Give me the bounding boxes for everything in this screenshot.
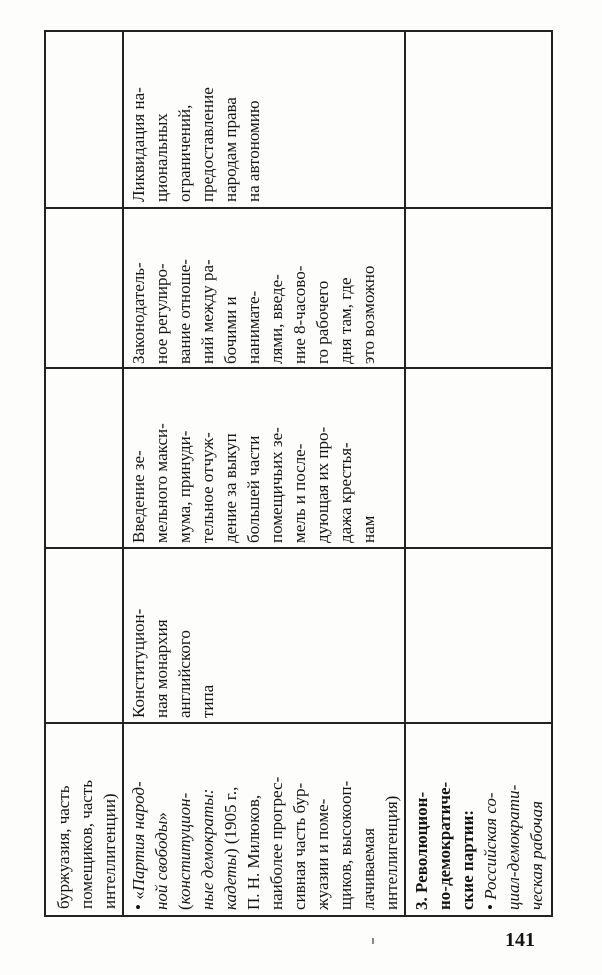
text-line: го рабочего: [313, 280, 332, 364]
table-border-right: [551, 30, 553, 917]
text-line: предоставление: [198, 87, 217, 202]
text-line: Введение зе-: [129, 450, 148, 543]
text-line: типа: [198, 684, 217, 718]
text-line: интеллигенции): [100, 793, 119, 909]
text-line: большей части: [244, 435, 263, 543]
text-line: Законодатель-: [129, 262, 148, 364]
text-line: дение за выкуп: [221, 433, 240, 543]
cell-labor-cadets: [124, 209, 404, 367]
text-line: Конституцион-: [129, 608, 148, 718]
text-line: • «Партия народ-: [129, 781, 148, 910]
text-line: щиков, высокооп-: [336, 780, 355, 910]
text-line: вание отноше-: [175, 259, 194, 364]
text-line: на автономию: [244, 100, 263, 202]
text-line: бочими и: [221, 296, 240, 364]
text-line: нанимате-: [244, 290, 263, 364]
text-line: дующая их про-: [313, 426, 332, 543]
text-line: интеллигенция): [382, 795, 401, 910]
table-border-bottom: [44, 915, 553, 917]
text-line: ний между ра-: [198, 259, 217, 364]
text-line: П. Н. Милюков,: [244, 794, 263, 910]
cell-party-continuation: [46, 724, 122, 915]
print-speck: [372, 938, 374, 944]
text-line: мель и после-: [290, 443, 309, 543]
text-line: циональных: [152, 113, 171, 202]
text-line: ная монархия: [152, 619, 171, 718]
text-line: мума, принуди-: [175, 430, 194, 543]
text-line: • Российская со-: [481, 792, 500, 910]
text-line: ческая рабочая: [527, 800, 546, 910]
text-line: тельное отчуж-: [198, 432, 217, 543]
section-heading: 3. Революцион-: [412, 791, 431, 910]
text-line: дажа крестья-: [336, 442, 355, 543]
text-line: это возможно: [359, 265, 378, 364]
text-line: ограничений,: [175, 104, 194, 202]
text-line: нам: [359, 515, 378, 543]
section-heading: ские партии:: [458, 809, 477, 910]
text-line: мельного макси-: [152, 423, 171, 543]
text-line: ние 8-часово-: [290, 265, 309, 364]
text-line: дня там, где: [336, 277, 355, 364]
text-line: помещиков, часть: [77, 779, 96, 909]
text-line: (конституцион-: [175, 792, 194, 910]
text-line: жуазии и поме-: [313, 798, 332, 910]
text-line: лями, введе-: [267, 274, 286, 364]
cell-agrarian-cadets: [124, 369, 404, 547]
text-line: народам права: [221, 97, 240, 202]
cell-state-cadets: [124, 549, 404, 722]
cell-national-continuation: [124, 32, 404, 207]
cell-party-revolutionary: [406, 724, 551, 915]
section-heading: но-демократиче-: [435, 781, 454, 910]
text-line: ной свободы»: [152, 812, 171, 910]
page-number: 141: [505, 929, 535, 951]
cell-party-cadets: [124, 724, 404, 915]
text-line: лачиваемая: [359, 828, 378, 910]
text-line: ные демократы:: [198, 788, 217, 910]
text-line: циал-демократи-: [504, 784, 523, 910]
text-line: Ликвидация на-: [129, 87, 148, 202]
text-line: наиболее прогрес-: [267, 776, 286, 910]
text-line: буржуазия, часть: [54, 785, 73, 909]
text-line: кадеты) (1905 г.,: [221, 786, 240, 910]
text-line: помещичьих зе-: [267, 427, 286, 543]
text-line: ное регулиро-: [152, 263, 171, 364]
text-line: английского: [175, 630, 194, 718]
text-line: сивная часть бур-: [290, 782, 309, 910]
